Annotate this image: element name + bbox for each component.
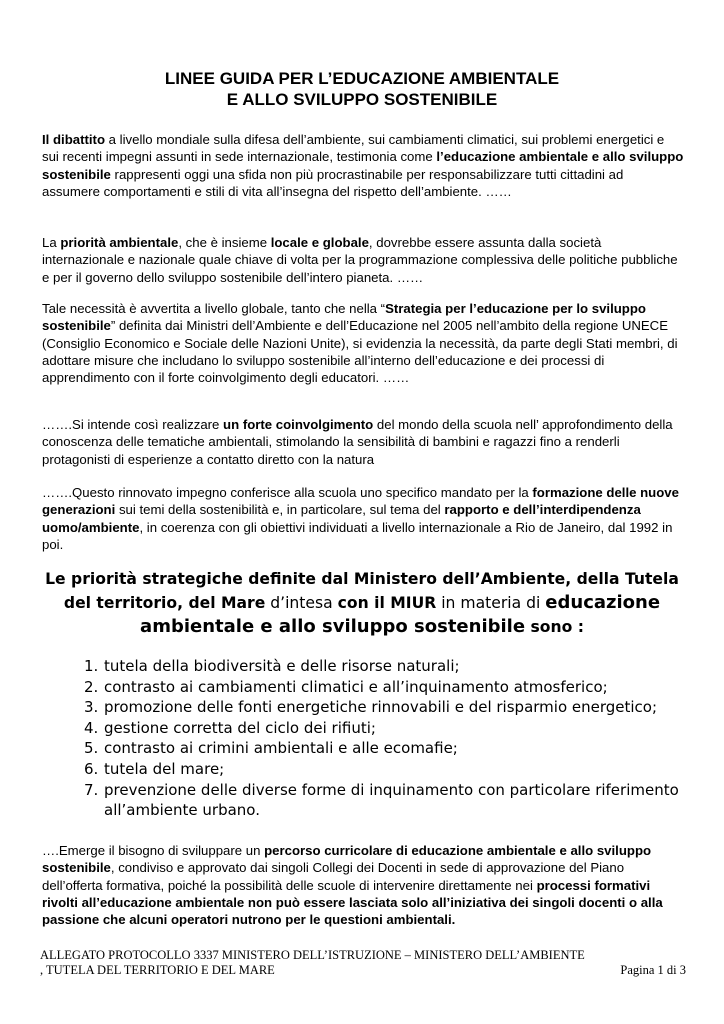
text: …….Si intende così realizzare	[42, 417, 224, 432]
paragraph-curriculum	[42, 842, 684, 928]
list-item-text: gestione corretta del ciclo dei rifiuti;	[104, 718, 376, 737]
text-bold: Il dibattito	[42, 132, 105, 147]
list-item	[84, 738, 684, 759]
text: La	[42, 235, 61, 250]
list-item	[84, 697, 684, 718]
text: a livello mondiale sulla difesa dell’ambiente, sui cambiamenti climatici, sui problemi energetici e sui recenti impegni assunti in sede internazionale, testimonia come	[42, 132, 665, 165]
text-bold: Le priorità strategiche definite dal Ministero dell’Ambiente, della Tutela del territorio, del Mare	[45, 570, 679, 612]
text-bold: formazione delle nuove generazioni	[42, 485, 679, 518]
text-bold: processi formativi rivolti all’educazione ambientale non può essere lasciata solo all’iniziativa dei singoli docenti o alla passione che alcuni operatori nutrono per le questioni ambientali.	[42, 877, 663, 928]
list-item-text: contrasto ai cambiamenti climatici e all’inquinamento atmosferico;	[104, 677, 608, 696]
list-item	[84, 677, 684, 698]
text-bold: locale e globale	[270, 235, 369, 250]
paragraph-priority	[42, 234, 684, 286]
text: d’intesa	[265, 594, 338, 612]
text: , che è insieme	[178, 235, 271, 250]
page-footer	[40, 948, 686, 978]
list-item-text: prevenzione delle diverse forme di inquinamento con particolare riferimento all’ambiente urbano.	[104, 780, 679, 820]
list-item	[84, 780, 684, 821]
text: Tale necessità è avvertita a livello globale, tanto che nella “	[42, 301, 386, 316]
priorities-list	[84, 656, 684, 821]
list-number: 3.	[84, 698, 99, 717]
list-item-text: contrasto ai crimini ambientali e alle ecomafie;	[104, 739, 458, 758]
title-line-1: LINEE GUIDA PER L’EDUCAZIONE AMBIENTALE	[164, 69, 560, 88]
text: sui temi della sostenibilità e, in particolare, sul tema del	[115, 502, 445, 518]
strategic-priorities-heading	[36, 568, 688, 639]
paragraph-strategy	[42, 300, 684, 386]
list-item-text: promozione delle fonti energetiche rinnovabili e del risparmio energetico;	[104, 698, 658, 717]
paragraph-commitment	[42, 484, 684, 553]
paragraph-debate	[42, 131, 684, 200]
list-item-text: tutela della biodiversità e delle risorse naturali;	[104, 657, 460, 675]
paragraph-involvement	[42, 416, 684, 468]
list-number: 5.	[84, 739, 99, 758]
list-item	[84, 759, 684, 780]
list-item	[84, 718, 684, 739]
text: ….Emerge il bisogno di sviluppare un	[42, 843, 265, 858]
text-bold: priorità ambientale	[60, 235, 179, 250]
page-number: Pagina 1 di 3	[620, 963, 686, 977]
list-item	[84, 656, 684, 677]
list-number: 7.	[84, 780, 99, 799]
list-number: 4.	[84, 718, 99, 737]
footer-line-1: ALLEGATO PROTOCOLLO 3337 MINISTERO DELL’ISTRUZIONE – MINISTERO DELL’AMBIENTE	[40, 948, 585, 962]
text: , dovrebbe essere assunta dalla società internazionale e nazionale quale chiave di volta per la programmazione complessiva delle politiche pubbliche e per il governo dello sviluppo sostenibile dell’intero pianeta. ……	[42, 235, 678, 285]
text-bold: sono :	[525, 618, 584, 636]
text-bold: rapporto e dell’interdipendenza uomo/ambiente	[42, 502, 641, 535]
text: rappresenti oggi una sfida non più procrastinabile per responsabilizzare tutti cittadini ad assumere comportamenti e stili di vita all’insegna del rispetto dell’ambiente. ……	[42, 166, 624, 199]
list-item-text: tutela del mare;	[104, 759, 225, 778]
list-number: 6.	[84, 759, 99, 778]
text-bold: Strategia per l’educazione per lo sviluppo sostenibile	[42, 301, 646, 334]
list-number: 2.	[84, 677, 99, 696]
text: , in coerenza con gli obiettivi individuati a livello internazionale a Rio de Janeiro, dal 1992 in poi.	[42, 519, 673, 552]
text: in materia di	[436, 594, 546, 612]
title-line-2: E ALLO SVILUPPO SOSTENIBILE	[226, 90, 498, 109]
document-title	[40, 68, 684, 110]
text: …….Questo rinnovato impegno conferisce alla scuola uno specifico mandato per la	[42, 485, 533, 500]
text: del mondo della scuola nell’ approfondimento della conoscenza delle tematiche ambientali, stimolando la sensibilità di bambini e ragazzi fino a renderli protagonisti di esperienze a contatto diretto con la natura	[42, 417, 673, 467]
footer-row	[40, 963, 686, 978]
text-emphasis: educazione ambientale e allo sviluppo sostenibile	[140, 592, 661, 637]
text-bold: percorso curricolare di educazione ambientale e allo sviluppo sostenibile	[42, 843, 652, 876]
footer-line-2: , TUTELA DEL TERRITORIO E DEL MARE	[40, 963, 275, 977]
text-bold: l’educazione ambientale e allo sviluppo sostenibile	[42, 149, 684, 182]
text: , condiviso e approvato dai singoli Collegi dei Docenti in sede di approvazione del Piano dell’offerta formativa, poiché la possibilità delle scuole di intervenire direttamente nei	[42, 860, 625, 893]
text: ” definita dai Ministri dell’Ambiente e dell’Educazione nel 2005 nell’ambito della regione UNECE (Consiglio Economico e Sociale delle Nazioni Unite), si evidenzia la necessità, da parte degli Stati membri, di adottare misure che includano lo sviluppo sostenibile all’interno dell’educazione e dei processi di apprendimento con il forte coinvolgimento degli educatori. ……	[42, 318, 678, 386]
text-bold: un forte coinvolgimento	[223, 417, 374, 432]
text-bold: con il MIUR	[337, 594, 437, 612]
list-number: 1.	[84, 657, 99, 675]
